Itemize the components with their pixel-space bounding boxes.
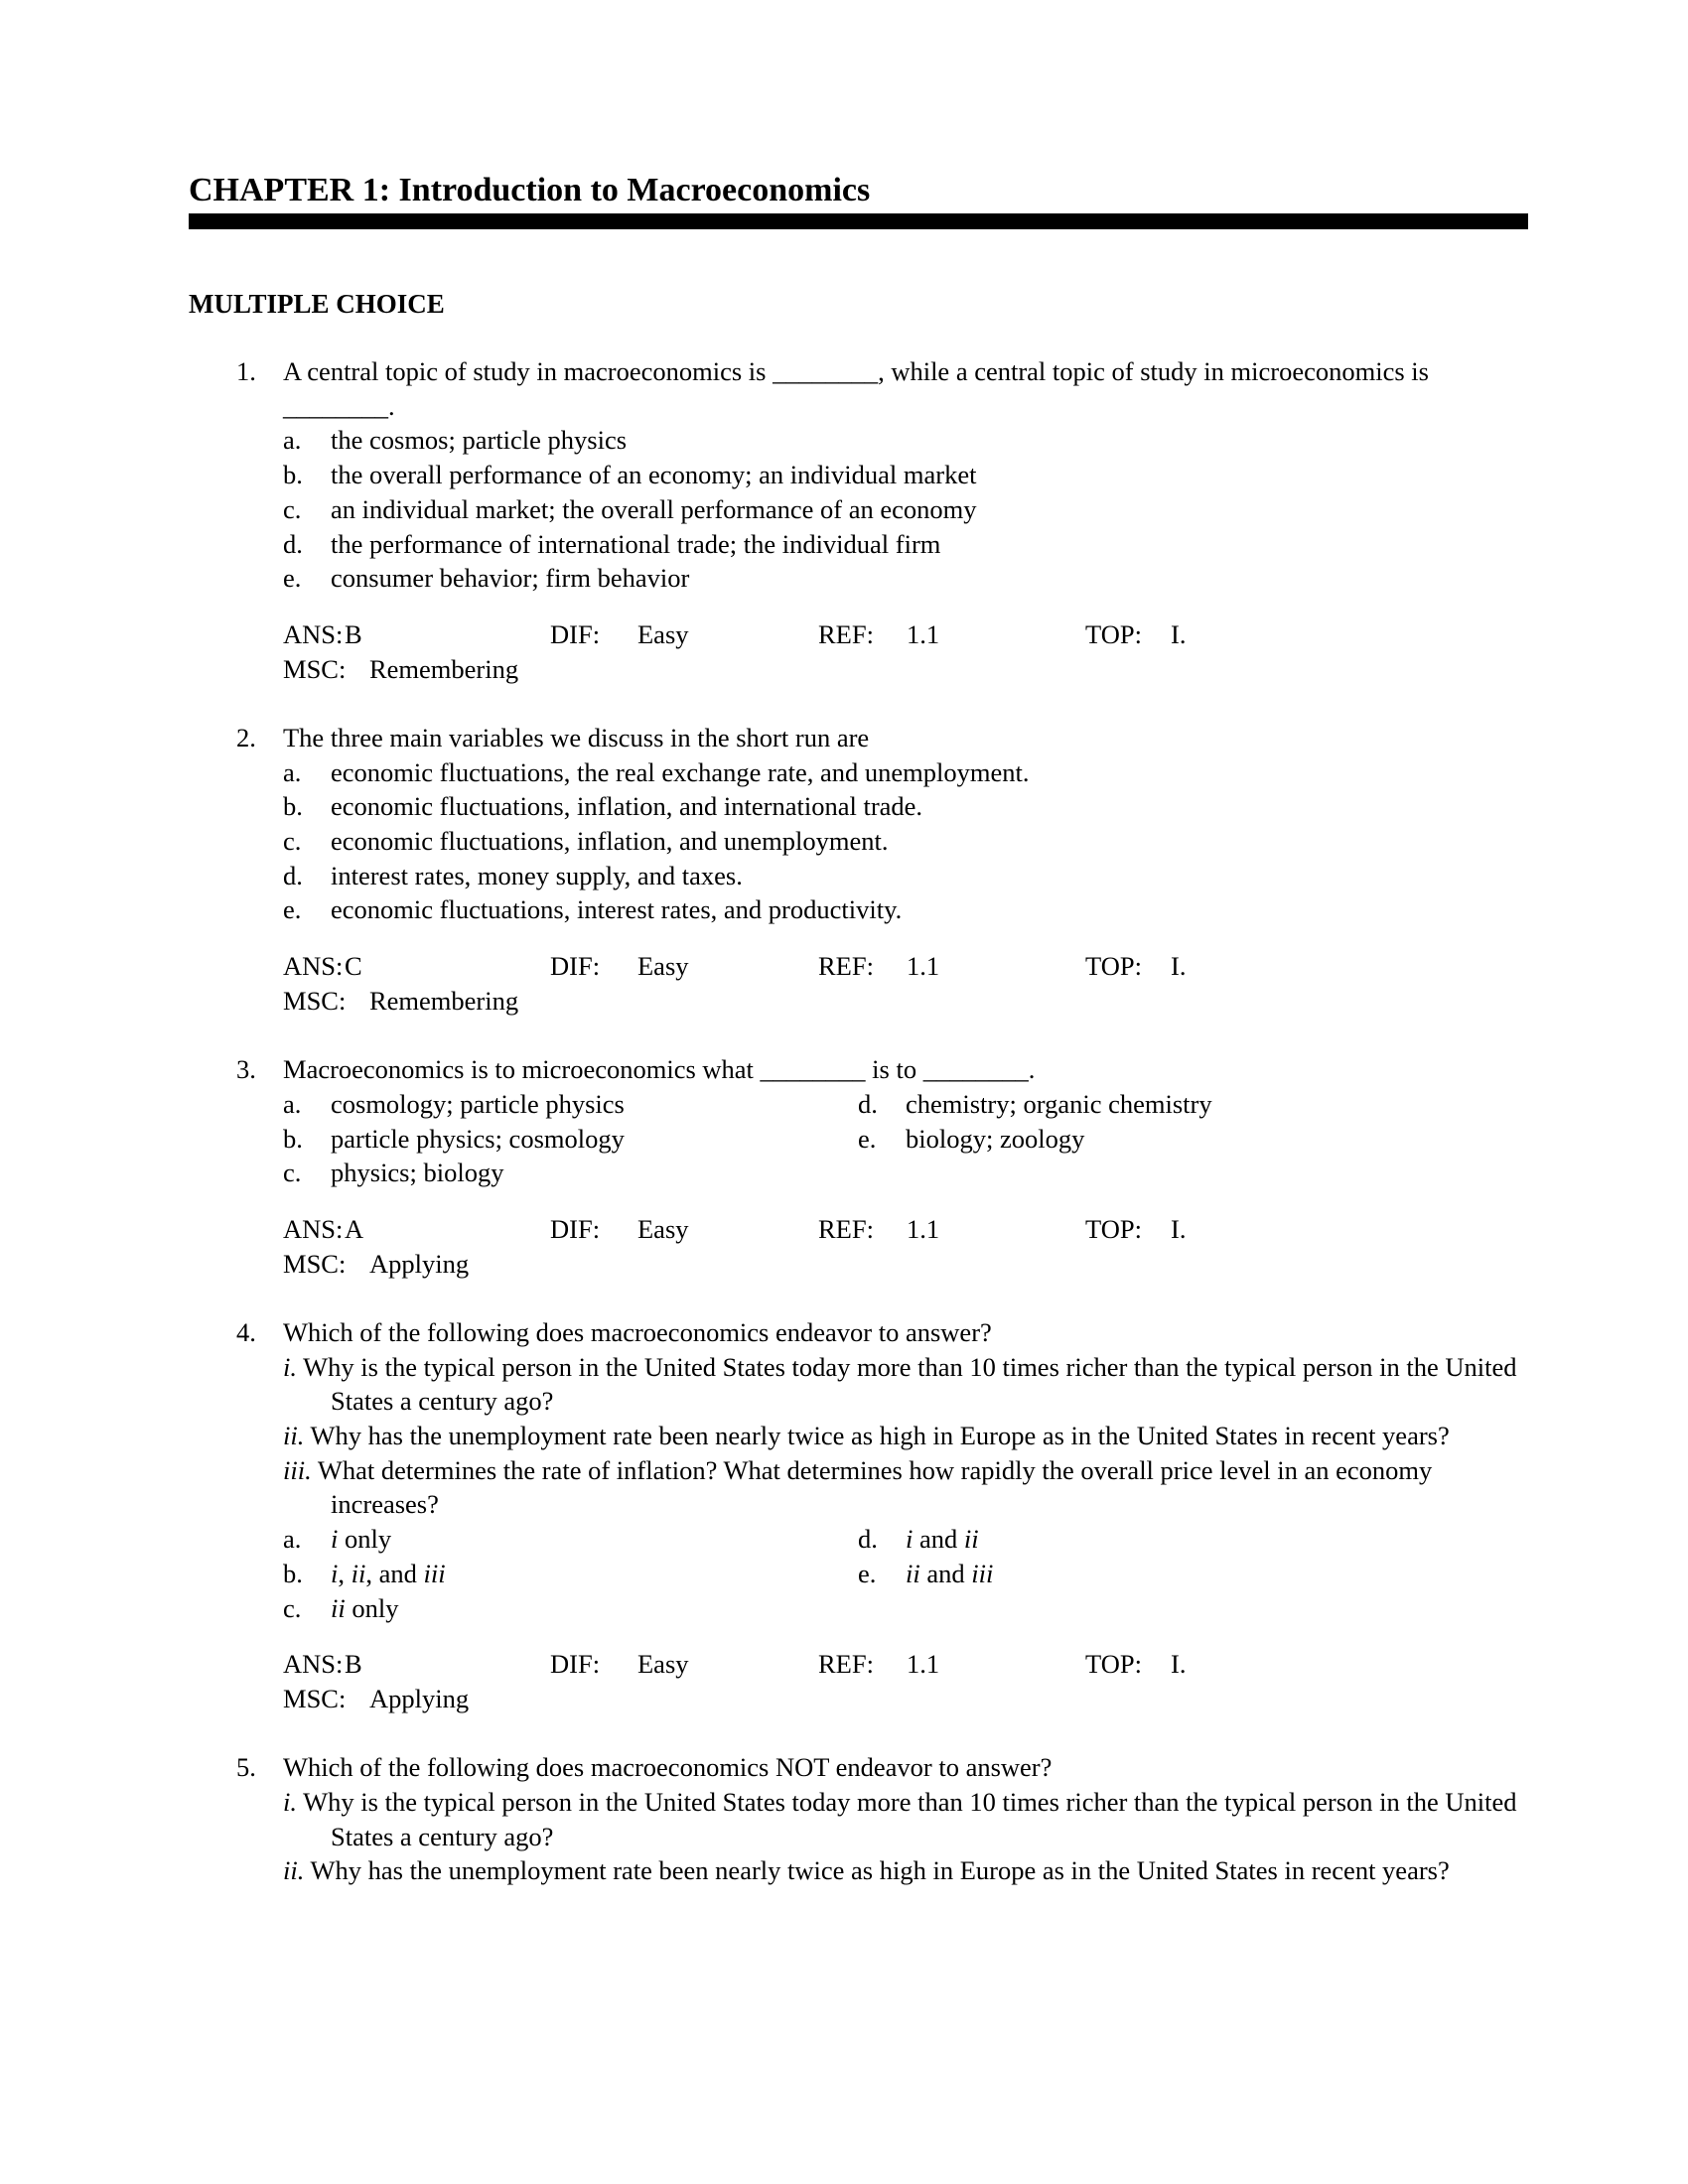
- option-text-part: economic fluctuations, inflation, and international trade.: [331, 791, 923, 822]
- answer-option: [858, 1522, 1454, 1557]
- answer-key-top: I.: [1171, 951, 1187, 982]
- question-number: 4.: [236, 1316, 256, 1347]
- answer-key-msc-label: MSC:: [283, 1683, 347, 1713]
- answer-key-dif-label: DIF:: [550, 618, 601, 649]
- statement: [283, 1350, 1524, 1419]
- answer-key: [283, 617, 1688, 686]
- option-text-part: and: [913, 1524, 964, 1555]
- answer-option: [858, 1557, 1454, 1591]
- answer-key-dif-label: DIF:: [550, 951, 601, 982]
- answer-key-ref-label: REF:: [818, 1213, 874, 1244]
- option-text-part: particle physics; cosmology: [331, 1123, 625, 1154]
- option-text: [331, 561, 1688, 596]
- answer-key-top-label: TOP:: [1085, 618, 1142, 649]
- question-number: 2.: [236, 722, 256, 752]
- answer-key-msc: Applying: [369, 1683, 470, 1713]
- answer-key-dif: Easy: [637, 1213, 689, 1244]
- answer-option: [283, 859, 1688, 893]
- option-text-part: ii: [351, 1558, 366, 1588]
- option-text: [331, 1156, 858, 1190]
- option-letter: e.: [858, 1123, 877, 1154]
- section-heading: MULTIPLE CHOICE: [189, 289, 445, 319]
- option-letter: a.: [283, 1088, 302, 1119]
- answer-key-ans-label: ANS:: [283, 618, 344, 649]
- answer-key-top-label: TOP:: [1085, 1649, 1142, 1680]
- answer-key-ref-label: REF:: [818, 951, 874, 982]
- option-columns: [283, 1522, 1688, 1625]
- question: [0, 1315, 1688, 1750]
- option-letter: d.: [858, 1088, 878, 1119]
- question: [0, 721, 1688, 1052]
- question-list: [0, 354, 1688, 1888]
- statement-text: Why has the unemployment rate been nearly twice as high in Europe as in the United States in recent years?: [310, 1421, 1450, 1451]
- answer-key-ans: C: [345, 951, 362, 982]
- option-text-part: economic fluctuations, the real exchange rate, and unemployment.: [331, 756, 1030, 787]
- option-text-part: and: [919, 1558, 972, 1588]
- statement-numeral: i.: [283, 1351, 297, 1382]
- question-stem: A central topic of study in macroeconomics is ________, while a central topic of study in microeconomics is ________.: [283, 356, 1429, 421]
- spacer: [0, 686, 1688, 721]
- answer-key-ref: 1.1: [907, 1213, 940, 1244]
- answer-key-dif: Easy: [637, 951, 689, 982]
- option-letter: b.: [283, 791, 303, 822]
- answer-option: [858, 1122, 1454, 1157]
- option-letter: e.: [858, 1558, 877, 1588]
- option-text-part: chemistry; organic chemistry: [906, 1088, 1212, 1119]
- answer-key: [283, 1212, 1688, 1281]
- option-text: [331, 527, 1688, 562]
- answer-key-ref: 1.1: [907, 618, 940, 649]
- answer-key-msc-label: MSC:: [283, 653, 347, 684]
- statement-text: Why is the typical person in the United States today more than 10 times richer than the typical person in the United States a century ago?: [303, 1786, 1517, 1851]
- option-letter: b.: [283, 1123, 303, 1154]
- option-text-part: ii: [963, 1524, 979, 1555]
- option-text: [331, 458, 1688, 492]
- option-column-left: [283, 1087, 858, 1190]
- option-letter: e.: [283, 894, 302, 925]
- option-text-part: i: [331, 1558, 339, 1588]
- spacer: [0, 1715, 1688, 1750]
- question-number: 1.: [236, 356, 256, 386]
- option-text-part: economic fluctuations, inflation, and unemployment.: [331, 826, 889, 857]
- option-letter: b.: [283, 460, 303, 490]
- option-text: [331, 1591, 858, 1626]
- answer-key-ans-label: ANS:: [283, 951, 344, 982]
- option-text: [331, 423, 1688, 458]
- statement: [283, 1785, 1524, 1853]
- question-stem: The three main variables we discuss in the short run are: [283, 722, 870, 752]
- option-letter: d.: [283, 860, 303, 890]
- option-text: [906, 1087, 1454, 1122]
- answer-key-msc: Applying: [369, 1248, 470, 1279]
- spacer: [0, 1281, 1688, 1315]
- question-stem: Macroeconomics is to microeconomics what ________ is to ________.: [283, 1054, 1036, 1085]
- question: [0, 1750, 1688, 1888]
- answer-option: [283, 1557, 858, 1591]
- option-letter: a.: [283, 756, 302, 787]
- answer-key: [283, 949, 1688, 1018]
- title-rule: [189, 213, 1528, 229]
- answer-option: [283, 755, 1688, 790]
- answer-option: [283, 789, 1688, 824]
- option-text: [331, 1122, 858, 1157]
- option-letter: c.: [283, 826, 302, 857]
- option-letter: c.: [283, 1592, 302, 1623]
- option-text-part: the performance of international trade; the individual firm: [331, 528, 941, 559]
- option-column-right: [858, 1522, 1454, 1625]
- answer-key-top-label: TOP:: [1085, 951, 1142, 982]
- answer-key-dif-label: DIF:: [550, 1649, 601, 1680]
- option-text-part: an individual market; the overall performance of an economy: [331, 493, 977, 524]
- answer-option: [283, 527, 1688, 562]
- question-stem: Which of the following does macroeconomics NOT endeavor to answer?: [283, 1752, 1053, 1783]
- answer-option: [283, 1522, 858, 1557]
- answer-option: [283, 423, 1688, 458]
- option-letter: a.: [283, 1524, 302, 1555]
- option-text-part: the overall performance of an economy; an individual market: [331, 460, 977, 490]
- option-text: [331, 755, 1688, 790]
- option-text-part: cosmology; particle physics: [331, 1088, 625, 1119]
- option-text-part: ii: [331, 1592, 346, 1623]
- statement: [283, 1419, 1524, 1453]
- answer-option: [283, 492, 1688, 527]
- answer-key-dif: Easy: [637, 618, 689, 649]
- option-text: [331, 859, 1688, 893]
- question-number: 5.: [236, 1752, 256, 1783]
- statement-text: Why has the unemployment rate been nearly twice as high in Europe as in the United States in recent years?: [310, 1855, 1450, 1886]
- option-column-left: [283, 1522, 858, 1625]
- option-columns: [283, 1087, 1688, 1190]
- answer-option: [283, 1591, 858, 1626]
- option-text: [906, 1122, 1454, 1157]
- option-letter: d.: [283, 528, 303, 559]
- option-text: [331, 1557, 858, 1591]
- option-letter: c.: [283, 1158, 302, 1188]
- answer-key-ans: B: [345, 1649, 362, 1680]
- answer-key-ans-label: ANS:: [283, 1213, 344, 1244]
- answer-option: [283, 561, 1688, 596]
- option-text: [331, 824, 1688, 859]
- question-stem: Which of the following does macroeconomics endeavor to answer?: [283, 1316, 992, 1347]
- question: [0, 354, 1688, 721]
- answer-key-ans-label: ANS:: [283, 1649, 344, 1680]
- statement: [283, 1853, 1524, 1888]
- option-text-part: biology; zoology: [906, 1123, 1085, 1154]
- answer-key-top: I.: [1171, 618, 1187, 649]
- option-text: [331, 492, 1688, 527]
- statement-numeral: ii.: [283, 1421, 305, 1451]
- answer-option: [283, 892, 1688, 927]
- answer-key-top: I.: [1171, 1213, 1187, 1244]
- option-letter: d.: [858, 1524, 878, 1555]
- spacer: [0, 1018, 1688, 1052]
- option-letter: c.: [283, 493, 302, 524]
- answer-key-dif-label: DIF:: [550, 1213, 601, 1244]
- option-text: [906, 1557, 1454, 1591]
- option-letter: e.: [283, 563, 302, 594]
- chapter-title: CHAPTER 1: Introduction to Macroeconomics: [189, 172, 871, 208]
- option-text-part: , and: [365, 1558, 424, 1588]
- statement-text: Why is the typical person in the United States today more than 10 times richer than the typical person in the United States a century ago?: [303, 1351, 1517, 1417]
- answer-option: [283, 1122, 858, 1157]
- answer-key: [283, 1647, 1688, 1715]
- option-text-part: interest rates, money supply, and taxes.: [331, 860, 743, 890]
- option-letter: b.: [283, 1558, 303, 1588]
- option-text-part: ,: [338, 1558, 352, 1588]
- option-text: [331, 1087, 858, 1122]
- option-text: [331, 789, 1688, 824]
- option-text-part: consumer behavior; firm behavior: [331, 563, 690, 594]
- question: [0, 1052, 1688, 1315]
- option-text-part: iii: [971, 1558, 994, 1588]
- answer-option: [283, 1087, 858, 1122]
- option-column-right: [858, 1087, 1454, 1190]
- answer-key-dif: Easy: [637, 1649, 689, 1680]
- answer-key-ref: 1.1: [907, 951, 940, 982]
- option-text-part: ii: [906, 1558, 920, 1588]
- option-text-part: economic fluctuations, interest rates, and productivity.: [331, 894, 903, 925]
- answer-key-msc-label: MSC:: [283, 1248, 347, 1279]
- option-text-part: i: [906, 1524, 914, 1555]
- option-text-part: iii: [423, 1558, 446, 1588]
- answer-key-msc: Remembering: [369, 985, 519, 1016]
- answer-key-ans: B: [345, 618, 362, 649]
- statement-numeral: ii.: [283, 1855, 305, 1886]
- answer-key-ans: A: [345, 1213, 364, 1244]
- statement-text: What determines the rate of inflation? What determines how rapidly the overall price level in an economy increases?: [317, 1454, 1433, 1520]
- answer-option: [283, 1156, 858, 1190]
- question-number: 3.: [236, 1054, 256, 1085]
- option-text-part: only: [338, 1524, 392, 1555]
- option-text-part: physics; biology: [331, 1158, 504, 1188]
- answer-key-msc: Remembering: [369, 653, 519, 684]
- statement-numeral: i.: [283, 1786, 297, 1817]
- answer-key-msc-label: MSC:: [283, 985, 347, 1016]
- option-text-part: only: [345, 1592, 399, 1623]
- option-text: [331, 892, 1688, 927]
- statement: [283, 1453, 1524, 1522]
- option-text-part: the cosmos; particle physics: [331, 425, 628, 456]
- option-text: [906, 1522, 1454, 1557]
- option-text-part: i: [331, 1524, 339, 1555]
- answer-option: [858, 1087, 1454, 1122]
- answer-key-ref-label: REF:: [818, 1649, 874, 1680]
- option-letter: a.: [283, 425, 302, 456]
- answer-option: [283, 824, 1688, 859]
- answer-key-ref: 1.1: [907, 1649, 940, 1680]
- statement-numeral: iii.: [283, 1454, 312, 1485]
- answer-key-top: I.: [1171, 1649, 1187, 1680]
- answer-key-top-label: TOP:: [1085, 1213, 1142, 1244]
- option-text: [331, 1522, 858, 1557]
- answer-key-ref-label: REF:: [818, 618, 874, 649]
- answer-option: [283, 458, 1688, 492]
